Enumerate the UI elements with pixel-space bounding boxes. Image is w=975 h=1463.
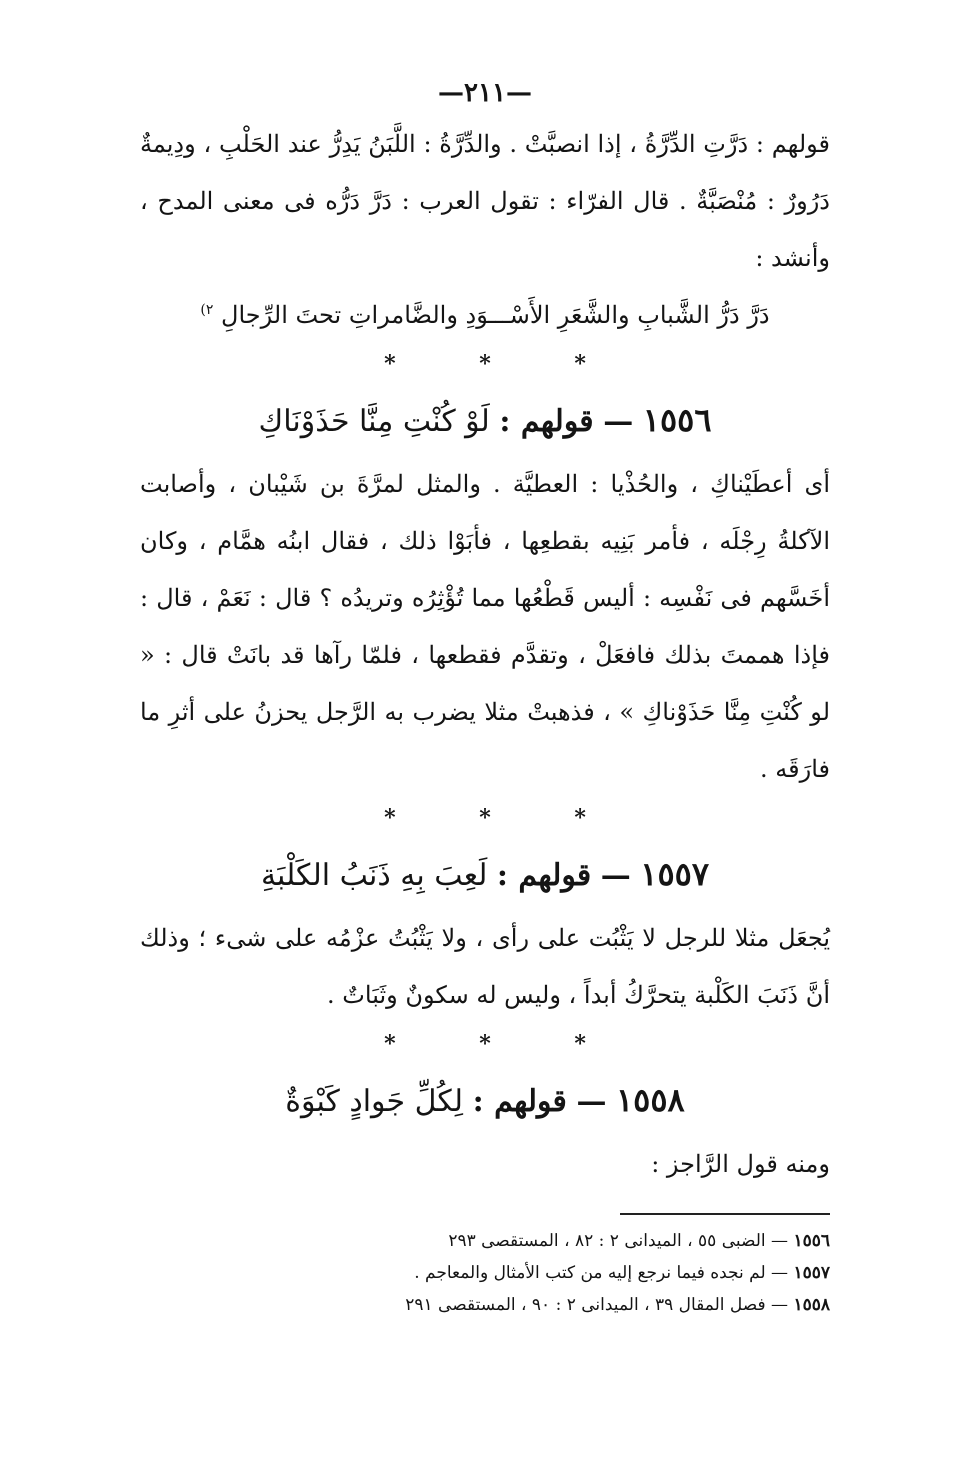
entry-number: ١٥٥٨ [615,1081,685,1119]
book-page [140,70,830,1321]
section-separator: * * * [384,351,624,377]
entry-body-1558: ومنه قول الرَّاجز : [651,1150,830,1178]
entry-number: ١٥٥٧ [640,855,710,893]
section-separator: * * * [384,1031,624,1057]
entry-heading-1556 [140,388,830,454]
footnote-text: — لم نجده فيما نرجع إليه من كتب الأمثال والمعاجم . [414,1263,789,1283]
footnote-1558 [140,1289,830,1321]
page-number: —٢١١— [438,78,532,108]
footnote-number: ١٥٥٦ [793,1231,830,1251]
entry-proverb: لِكُلِّ جَوادٍ كَبْوَةٌ [285,1084,464,1119]
verse-footnote-marker: ٢) [200,302,214,318]
entry-body-1556: أى أعطَيْناكِ ، والحُذْيا : العطيَّة . والمثل لمرَّةَ بن شَيْبان ، وأصابت الآكلةُ رِجْلَه ، فأمر بَنِيه بقطعِها ، فأبَوْا ذلك ، فقال ابنُه همَّام ، وكان أخَسَّهم فى نَفْسِه : أليس قَطْعُها مما تُؤْثِرُه وتريدُه ؟ قال : نَعَمْ ، قال : فإذا هممتَ بذلك فافعَلْ ، وتقدَّم فقطعها ، فلمّا رآها قد بانَتْ قال : « لو كُنْتِ مِنَّا حَذَوْناكِ » ، فذهبتْ مثلا يضرب به الرَّجل يحزنُ على أثرِ ما فارَقَه . [140,470,830,783]
entry-heading-1558 [140,1068,830,1134]
entry-heading-1557 [140,842,830,908]
entry-body-1557: يُجعَل مثلا للرجل لا يَثْبُت على رأى ، ولا يَثْبُتُ عزْمُه على شىء ؛ وذلك أنَّ ذَنَبَ الكَلْبة يتحرَّكُ أبداً ، وليس له سكونٌ وثَبَاتٌ . [140,924,830,1009]
footnote-1556 [140,1225,830,1257]
verse-text: دَرَّ دَرُّ الشَّبابِ والشَّعَرِ الأَسْـــوَدِ والضَّامراتِ تحتَ الرِّجالِ [221,301,770,329]
entry-lead: قولهم : [496,858,592,893]
footnote-number: ١٥٥٨ [793,1295,830,1315]
poetry-verse [140,287,830,344]
footnote-number: ١٥٥٧ [793,1263,830,1283]
entry-lead: قولهم : [499,404,594,439]
footnotes [140,1225,830,1321]
entry-dash: — [576,1084,607,1119]
entry-proverb: لَعِبَ بِهِ ذَنَبُ الكَلْبَةِ [260,858,488,893]
entry-dash: — [603,404,634,439]
footnote-text: — الضبى ٥٥ ، الميدانى ٢ : ٨٢ ، المستقصى ٢٩٣ [448,1231,789,1251]
entry-lead: قولهم : [472,1084,567,1119]
entry-proverb: لَوْ كُنْتِ مِنَّا حَذَوْنَاكِ [258,404,490,439]
entry-number: ١٥٥٦ [642,401,712,439]
footnote-rule [620,1213,830,1215]
footnote-text: — فصل المقال ٣٩ ، الميدانى ٢ : ٩٠ ، المستقصى ٢٩١ [405,1295,789,1315]
section-separator: * * * [384,805,624,831]
intro-paragraph: قولهم : دَرَّتِ الدِّرَّةُ ، إذا انصبَّتْ . والدِّرَّةُ : اللَّبَنُ يَدِرُّ عند الحَلْبِ ، ودِيمةٌ دَرُورٌ : مُنْصَبَّةٌ . قال الفرّاء : تقول العرب : دَرَّ دَرُّه فى معنى المدح ، وأنشد : [140,130,830,272]
entry-dash: — [600,858,631,893]
footnote-1557 [140,1257,830,1289]
